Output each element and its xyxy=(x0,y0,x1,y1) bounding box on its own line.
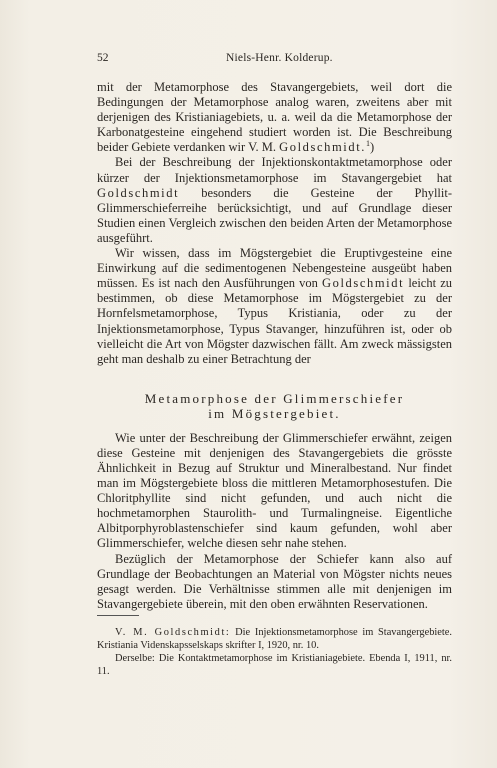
author-name: Goldschmidt. xyxy=(279,140,367,155)
paragraph-4: Wie unter der Beschreibung der Glimmerschiefer erwähnt, zeigen diese Gesteine mit denjenigen des Stavangergebiets die grösste Ähnlichkeit in Bezug auf Struktur und Mineralbestand. Nur findet man im Mögstergebiete bloss die mittleren Metamorphosestufen. Die Chloritphyllite sind nicht gefunden, und auch nicht die hochmetamorphen Staurolith- und Turmalingneise. Eigentliche Albitporphyroblastenschiefer sind kaum gefunden, wohl aber Glimmerschiefer, welche diesen sehr nahe stehen. xyxy=(97,430,452,551)
paragraph-2 xyxy=(97,155,452,246)
footnote-1 xyxy=(97,626,452,652)
section-heading-line-1: Metamorphose der Glimmerschiefer xyxy=(144,390,405,406)
paragraph-5: Bezüglich der Metamorphose der Schiefer kann also auf Grundlage der Beobachtungen an Material von Mögster nichts neues gesagt werden. Die Verhältnisse stimmen alle mit denjenigen im Stavangergebiete überein, mit den oben erwähnten Reservationen. xyxy=(97,551,452,611)
page-number: 52 xyxy=(97,52,109,64)
paragraph-2-text-a: Bei der Beschreibung der Injektionskontaktmetamorphose oder kürzer der Injektionsmetamorphose im Stavangergebiet hat xyxy=(97,155,452,185)
footnote-2: Derselbe: Die Kontaktmetamorphose im Kristianiagebiete. Ebenda I, 1911, nr. 11. xyxy=(97,652,452,677)
running-title: Niels-Henr. Kolderup. xyxy=(226,52,333,64)
body-text xyxy=(97,80,452,678)
page-header xyxy=(97,52,449,66)
footnote-marker-paren: ) xyxy=(370,140,375,155)
footnote-marker: 1 xyxy=(366,139,371,149)
paragraph-2-text-b: besonders die Gesteine der Phyllit-Glimmerschieferreihe berücksichtigt, und auf Grundlage dieser Studien einen Vergleich zwischen den beiden Arten der Metamorphose ausgeführt. xyxy=(97,185,452,245)
footnote-1-author: V. M. Goldschmidt: xyxy=(115,626,231,638)
footnote-1-text: Die Injektionsmetamorphose im Stavangergebiete. Kristiania Videnskapsselskaps skrifter I, 1920, nr. 10. xyxy=(97,626,452,651)
paragraph-1 xyxy=(97,80,452,155)
paragraph-1-text: mit der Metamorphose des Stavangergebiets, weil dort die Bedingungen der Metamorphose analog waren, zweitens aber mit derjenigen des Kristianiagebiets, u. a. weil da die Metamorphose der Karbonatgesteine eingehend studiert worden ist. Die Beschreibung beider Gebiete verdanken wir V. M. xyxy=(97,80,452,155)
paragraph-3 xyxy=(97,246,452,367)
footnote-divider xyxy=(97,615,139,616)
author-name: Goldschmidt xyxy=(97,185,180,200)
paragraph-3-text-a: Wir wissen, dass im Mögstergebiet die Eruptivgesteine eine Einwirkung auf die sedimentogenen Nebengesteine ausgeübt haben müssen. Es ist nach den Ausführungen von xyxy=(97,246,452,291)
section-heading xyxy=(97,391,452,422)
paragraph-3-text-b: leicht zu bestimmen, ob diese Metamorphose im Mögstergebiet zu der Hornfelsmetamorphose, Typus Kristiania, oder zu der Injektionsmetamorphose, Typus Stavanger, hinzuführen ist, oder ob vielleicht die Art von Mögster dazwischen fällt. Am zweck mässigsten geht man deshalb zu einer Betrachtung der xyxy=(97,276,452,366)
section-heading-line-2: im Mögstergebiet. xyxy=(208,406,341,422)
author-name: Goldschmidt xyxy=(322,276,405,291)
